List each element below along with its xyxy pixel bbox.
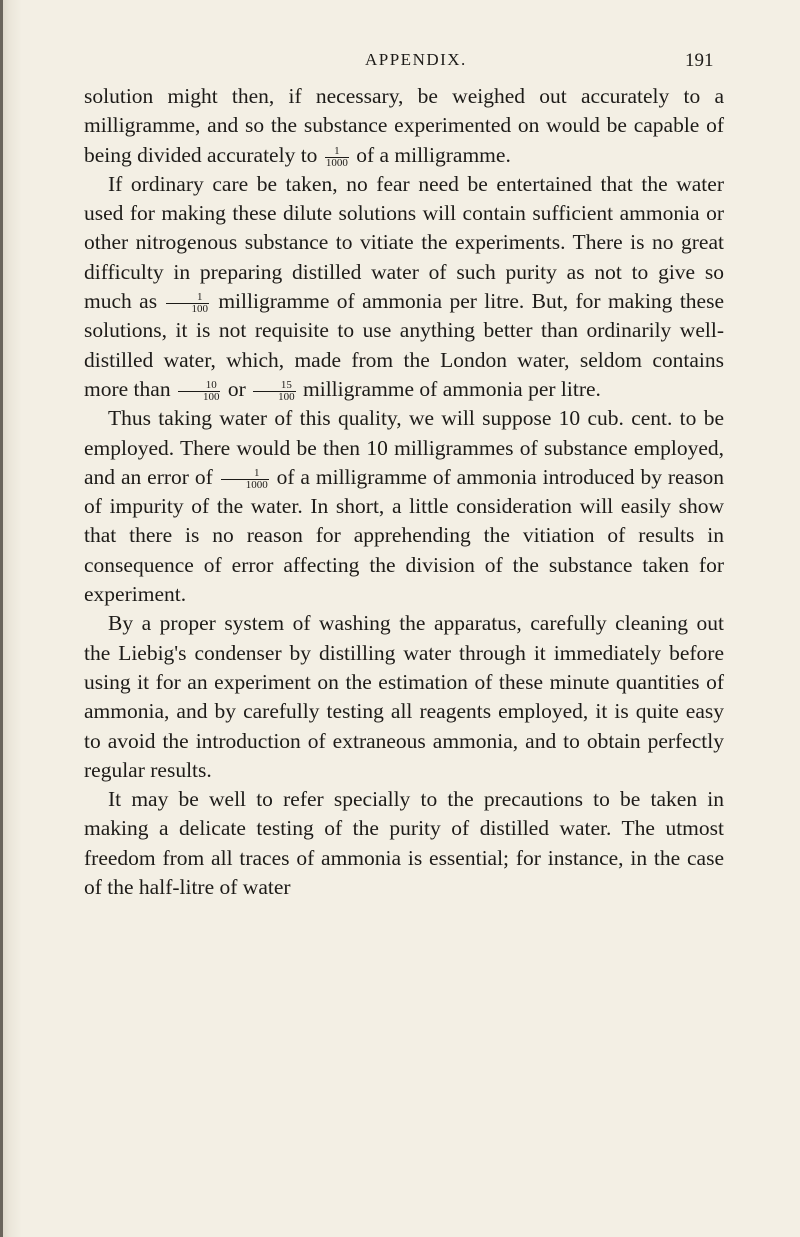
- paragraph: [84, 609, 724, 785]
- fraction: [221, 468, 269, 491]
- fraction: [166, 292, 209, 315]
- fraction-numerator: 10: [178, 380, 221, 392]
- text-run: milligramme of ammonia per litre.: [297, 376, 601, 401]
- binding-edge: [0, 0, 3, 1237]
- text-run: If ordinary care be taken, no fear need be entertained that the water used for making these dilute solutions will contain sufficient ammonia or other nitrogenous substance to vitiate the experiments. There is no great difficulty in preparing distilled water of such purity as not to give so much as: [84, 171, 724, 314]
- running-head: [0, 50, 800, 78]
- fraction-denominator: 100: [191, 303, 208, 316]
- text-run: milligramme of ammonia per litre. But, for making these solutions, it is not requisite to use anything better than ordinarily well-distilled water, which, made from the London water, seldom contains more than: [84, 289, 724, 401]
- fraction: [253, 380, 296, 403]
- fraction: [178, 380, 221, 403]
- paragraph: [84, 82, 724, 170]
- running-title: APPENDIX.: [365, 50, 467, 69]
- text-run: or: [222, 376, 252, 401]
- fraction-denominator: 100: [202, 391, 220, 404]
- text-run: By a proper system of washing the apparatus, carefully cleaning out the Liebig's condenser by distilling water through it immediately before using it for an experiment on the estimation of these minute quantities of ammonia, and by carefully testing all reagents employed, it is quite easy to avoid the introduction of extraneous ammonia, and to obtain perfectly regular results.: [84, 611, 724, 782]
- text-run: solution might then, if necessary, be weighed out accurately to a milligramme, and so the substance experimented on would be capable of being divided accurately to: [84, 84, 724, 167]
- paragraph: [84, 170, 724, 404]
- fraction-denominator: 100: [278, 391, 295, 404]
- fraction-numerator: 1: [221, 468, 269, 480]
- fraction-numerator: 1: [325, 146, 349, 158]
- fraction-numerator: 15: [253, 380, 296, 392]
- paragraph: [84, 404, 724, 609]
- paragraph: [84, 785, 724, 902]
- body-text: [84, 82, 724, 902]
- text-run: It may be well to refer specially to the precautions to be taken in making a delicate testing of the purity of distilled water. The utmost freedom from all traces of ammonia is essential; for instance, in the case of the half-litre of water: [84, 787, 724, 900]
- fraction-denominator: 1000: [325, 156, 348, 169]
- fraction-denominator: 1000: [245, 479, 268, 492]
- text-run: Thus taking water of this quality, we will suppose 10 cub. cent. to be employed. There would be then 10 milligrammes of substance employed, and an error of: [84, 406, 724, 489]
- text-run: of a milligramme.: [350, 142, 511, 167]
- page-number: 191: [685, 50, 714, 71]
- fraction: [325, 146, 349, 169]
- text-run: of a milligramme of ammonia introduced by reason of impurity of the water. In short, a little consideration will easily show that there is no reason for apprehending the vitiation of results in consequence of error affecting the division of the substance taken for experiment.: [84, 464, 724, 607]
- fraction-numerator: 1: [166, 292, 209, 304]
